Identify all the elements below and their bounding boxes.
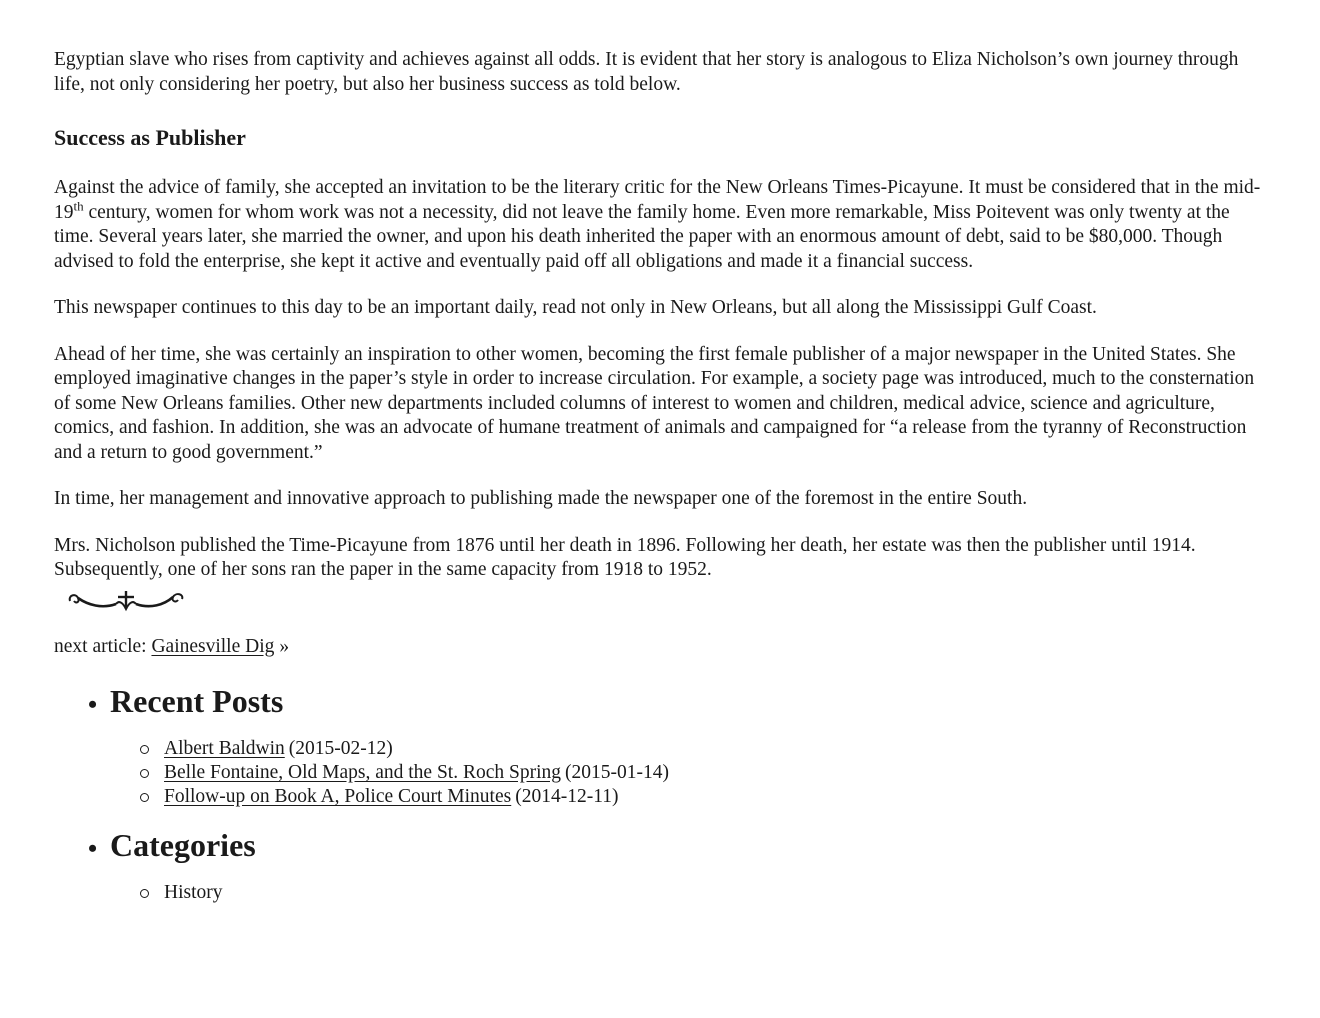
recent-post-link[interactable]: Belle Fontaine, Old Maps, and the St. Roch Spring: [164, 761, 562, 783]
ordinal-superscript: th: [73, 198, 84, 213]
categories-widget: [88, 825, 1269, 905]
paragraph-1-text-start: Against the advice of family, she accepted an invitation to be the literary critic for the New Orleans Times-Picayune. It must be considered that in the mid-19: [54, 177, 1261, 223]
recent-post-date: (2014-12-11): [515, 785, 619, 807]
section-heading: Success as Publisher: [54, 125, 246, 150]
next-article-nav: [54, 635, 1269, 659]
recent-posts-widget: [88, 681, 1269, 809]
circle-bullet-icon: [140, 793, 149, 802]
bullet-icon: •: [88, 689, 98, 719]
recent-post-date: (2015-02-12): [288, 737, 393, 759]
article-page: [54, 48, 1269, 921]
recent-post-link[interactable]: Follow-up on Book A, Police Court Minutes: [164, 785, 512, 807]
recent-post-link[interactable]: Albert Baldwin: [164, 737, 285, 759]
article-paragraph-3: Ahead of her time, she was certainly an inspiration to other women, becoming the first female publisher of a major newspaper in the United States. She employed imaginative changes in the paper’s style in order to increase circulation. For example, a society page was introduced, much to the consternation of some New Orleans families. Other new departments included columns of interest to women and children, medical advice, science and agriculture, comics, and fashion. In addition, she was an advocate of humane treatment of animals and campaigned for “a release from the tyranny of Reconstruction and a return to good government.”: [54, 343, 1255, 463]
list-item: [140, 737, 1269, 761]
next-article-label: next article:: [54, 635, 147, 657]
categories-list: [88, 881, 1269, 905]
next-article-link[interactable]: Gainesville Dig: [151, 635, 275, 657]
circle-bullet-icon: [140, 889, 149, 898]
bullet-icon: •: [88, 833, 98, 863]
article-intro-paragraph: Egyptian slave who rises from captivity and achieves against all odds. It is evident that her story is analogous to Eliza Nicholson’s own journey through life, not only considering her poetry, but also her business success as told below.: [54, 49, 1239, 95]
recent-post-date: (2015-01-14): [565, 761, 669, 783]
article-paragraph-2: This newspaper continues to this day to be an important daily, read not only in New Orleans, but all along the Mississippi Gulf Coast.: [54, 297, 1097, 318]
article-paragraph-1: [54, 176, 1269, 274]
category-item[interactable]: History: [164, 881, 223, 903]
paragraph-1-text-end: century, women for whom work was not a necessity, did not leave the family home. Even more remarkable, Miss Poitevent was only twenty at the time. Several years later, she married the owner, and upon his death inherited the paper with an enormous amount of debt, said to be $80,000. Though advised to fold the enterprise, she kept it active and eventually paid off all obligations and made it a financial success.: [54, 201, 1230, 272]
list-item: [140, 761, 1269, 785]
article-paragraph-4: In time, her management and innovative approach to publishing made the newspaper one of the foremost in the entire South.: [54, 488, 1028, 509]
recent-posts-heading: Recent Posts: [110, 682, 284, 719]
flourish-divider-icon: [66, 589, 186, 613]
categories-heading: Categories: [110, 826, 256, 863]
circle-bullet-icon: [140, 745, 149, 754]
recent-posts-list: [88, 737, 1269, 809]
article-paragraph-5: Mrs. Nicholson published the Time-Picayune from 1876 until her death in 1896. Following her death, her estate was then the publisher until 1914. Subsequently, one of her sons ran the paper in the same capacity from 1918 to 1952.: [54, 534, 1196, 580]
circle-bullet-icon: [140, 769, 149, 778]
list-item: [140, 881, 1269, 905]
sidebar-widgets: [54, 681, 1269, 905]
next-arrow-icon: »: [279, 635, 290, 657]
list-item: [140, 785, 1269, 809]
